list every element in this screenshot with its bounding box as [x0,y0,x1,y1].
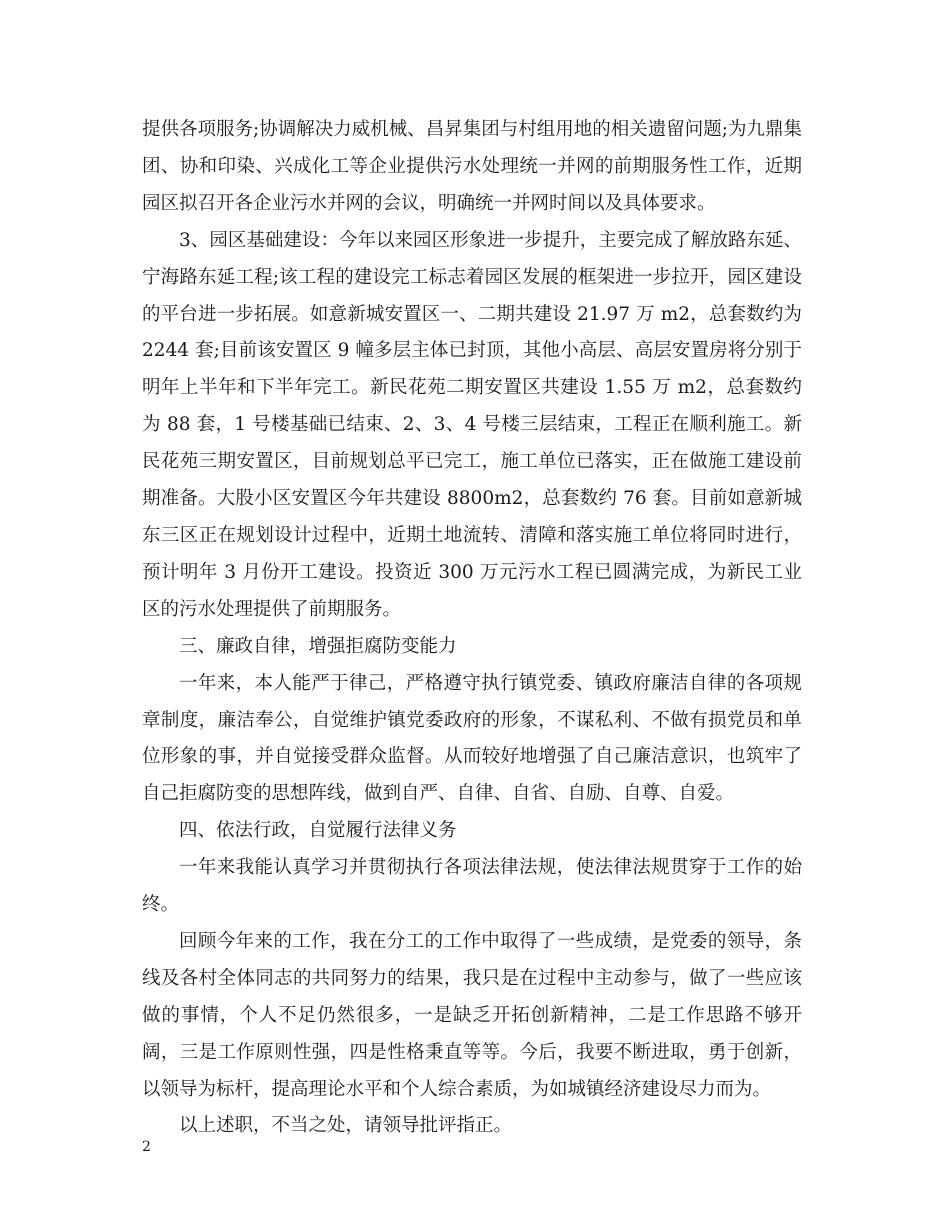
section-heading-integrity: 三、廉政自律，增强拒腐防变能力 [179,635,457,657]
document-body [142,112,802,1145]
paragraph-closing: 以上述职，不当之处，请领导批评指正。 [179,1115,513,1137]
paragraph-infrastructure: 3、园区基础建设：今年以来园区形象进一步提升，主要完成了解放路东延、宁海路东延工程;该工程的建设完工标志着园区发展的框架进一步拉开，园区建设的平台进一步拓展。如意新城安置区一、二期共建设 21.97 万 m2，总套数约为 2244 套;目前该安置区 9 幢多层主体已封顶，其他小高层、高层安置房将分别于明年上半年和下半年完工。新民花苑二期安置区共建设 1.55 万 m2，总套数约为 88 套，1 号楼基础已结束、2、3、4 号楼三层结束，工程正在顺利施工。新民花苑三期安置区，目前规划总平已完工，施工单位已落实，正在做施工建设前期准备。大股小区安置区今年共建设 8800m2，总套数约 76 套。目前如意新城东三区正在规划设计过程中，近期土地流转、清障和落实施工单位将同时进行，预计明年 3 月份开工建设。投资近 300 万元污水工程已圆满完成，为新民工业区的污水处理提供了前期服务。 [142,229,802,620]
paragraph-integrity: 一年来，本人能严于律己，严格遵守执行镇党委、镇政府廉洁自律的各项规章制度，廉洁奉公，自觉维护镇党委政府的形象，不谋私利、不做有损党员和单位形象的事，并自觉接受群众监督。从而较好地增强了自己廉洁意识，也筑牢了自己拒腐防变的思想阵线，做到自严、自律、自省、自励、自尊、自爱。 [142,672,802,805]
paragraph-continuation: 提供各项服务;协调解决力威机械、昌昇集团与村组用地的相关遗留问题;为九鼎集团、协和印染、兴成化工等企业提供污水处理统一并网的前期服务性工作，近期园区拟召开各企业污水并网的会议，明确统一并网时间以及具体要求。 [142,119,802,214]
paragraph-law: 一年来我能认真学习并贯彻执行各项法律法规，使法律法规贯穿于工作的始终。 [142,857,802,916]
section-heading-law: 四、依法行政，自觉履行法律义务 [179,820,457,842]
page-number: 2 [142,1139,151,1155]
paragraph-review: 回顾今年来的工作，我在分工的工作中取得了一些成绩，是党委的领导，条线及各村全体同志的共同努力的结果，我只是在过程中主动参与，做了一些应该做的事情，个人不足仍然很多，一是缺乏开拓创新精神，二是工作思路不够开阔，三是工作原则性强，四是性格秉直等等。今后，我要不断进取，勇于创新，以领导为标杆，提高理论水平和个人综合素质，为如城镇经济建设尽力而为。 [142,930,802,1100]
